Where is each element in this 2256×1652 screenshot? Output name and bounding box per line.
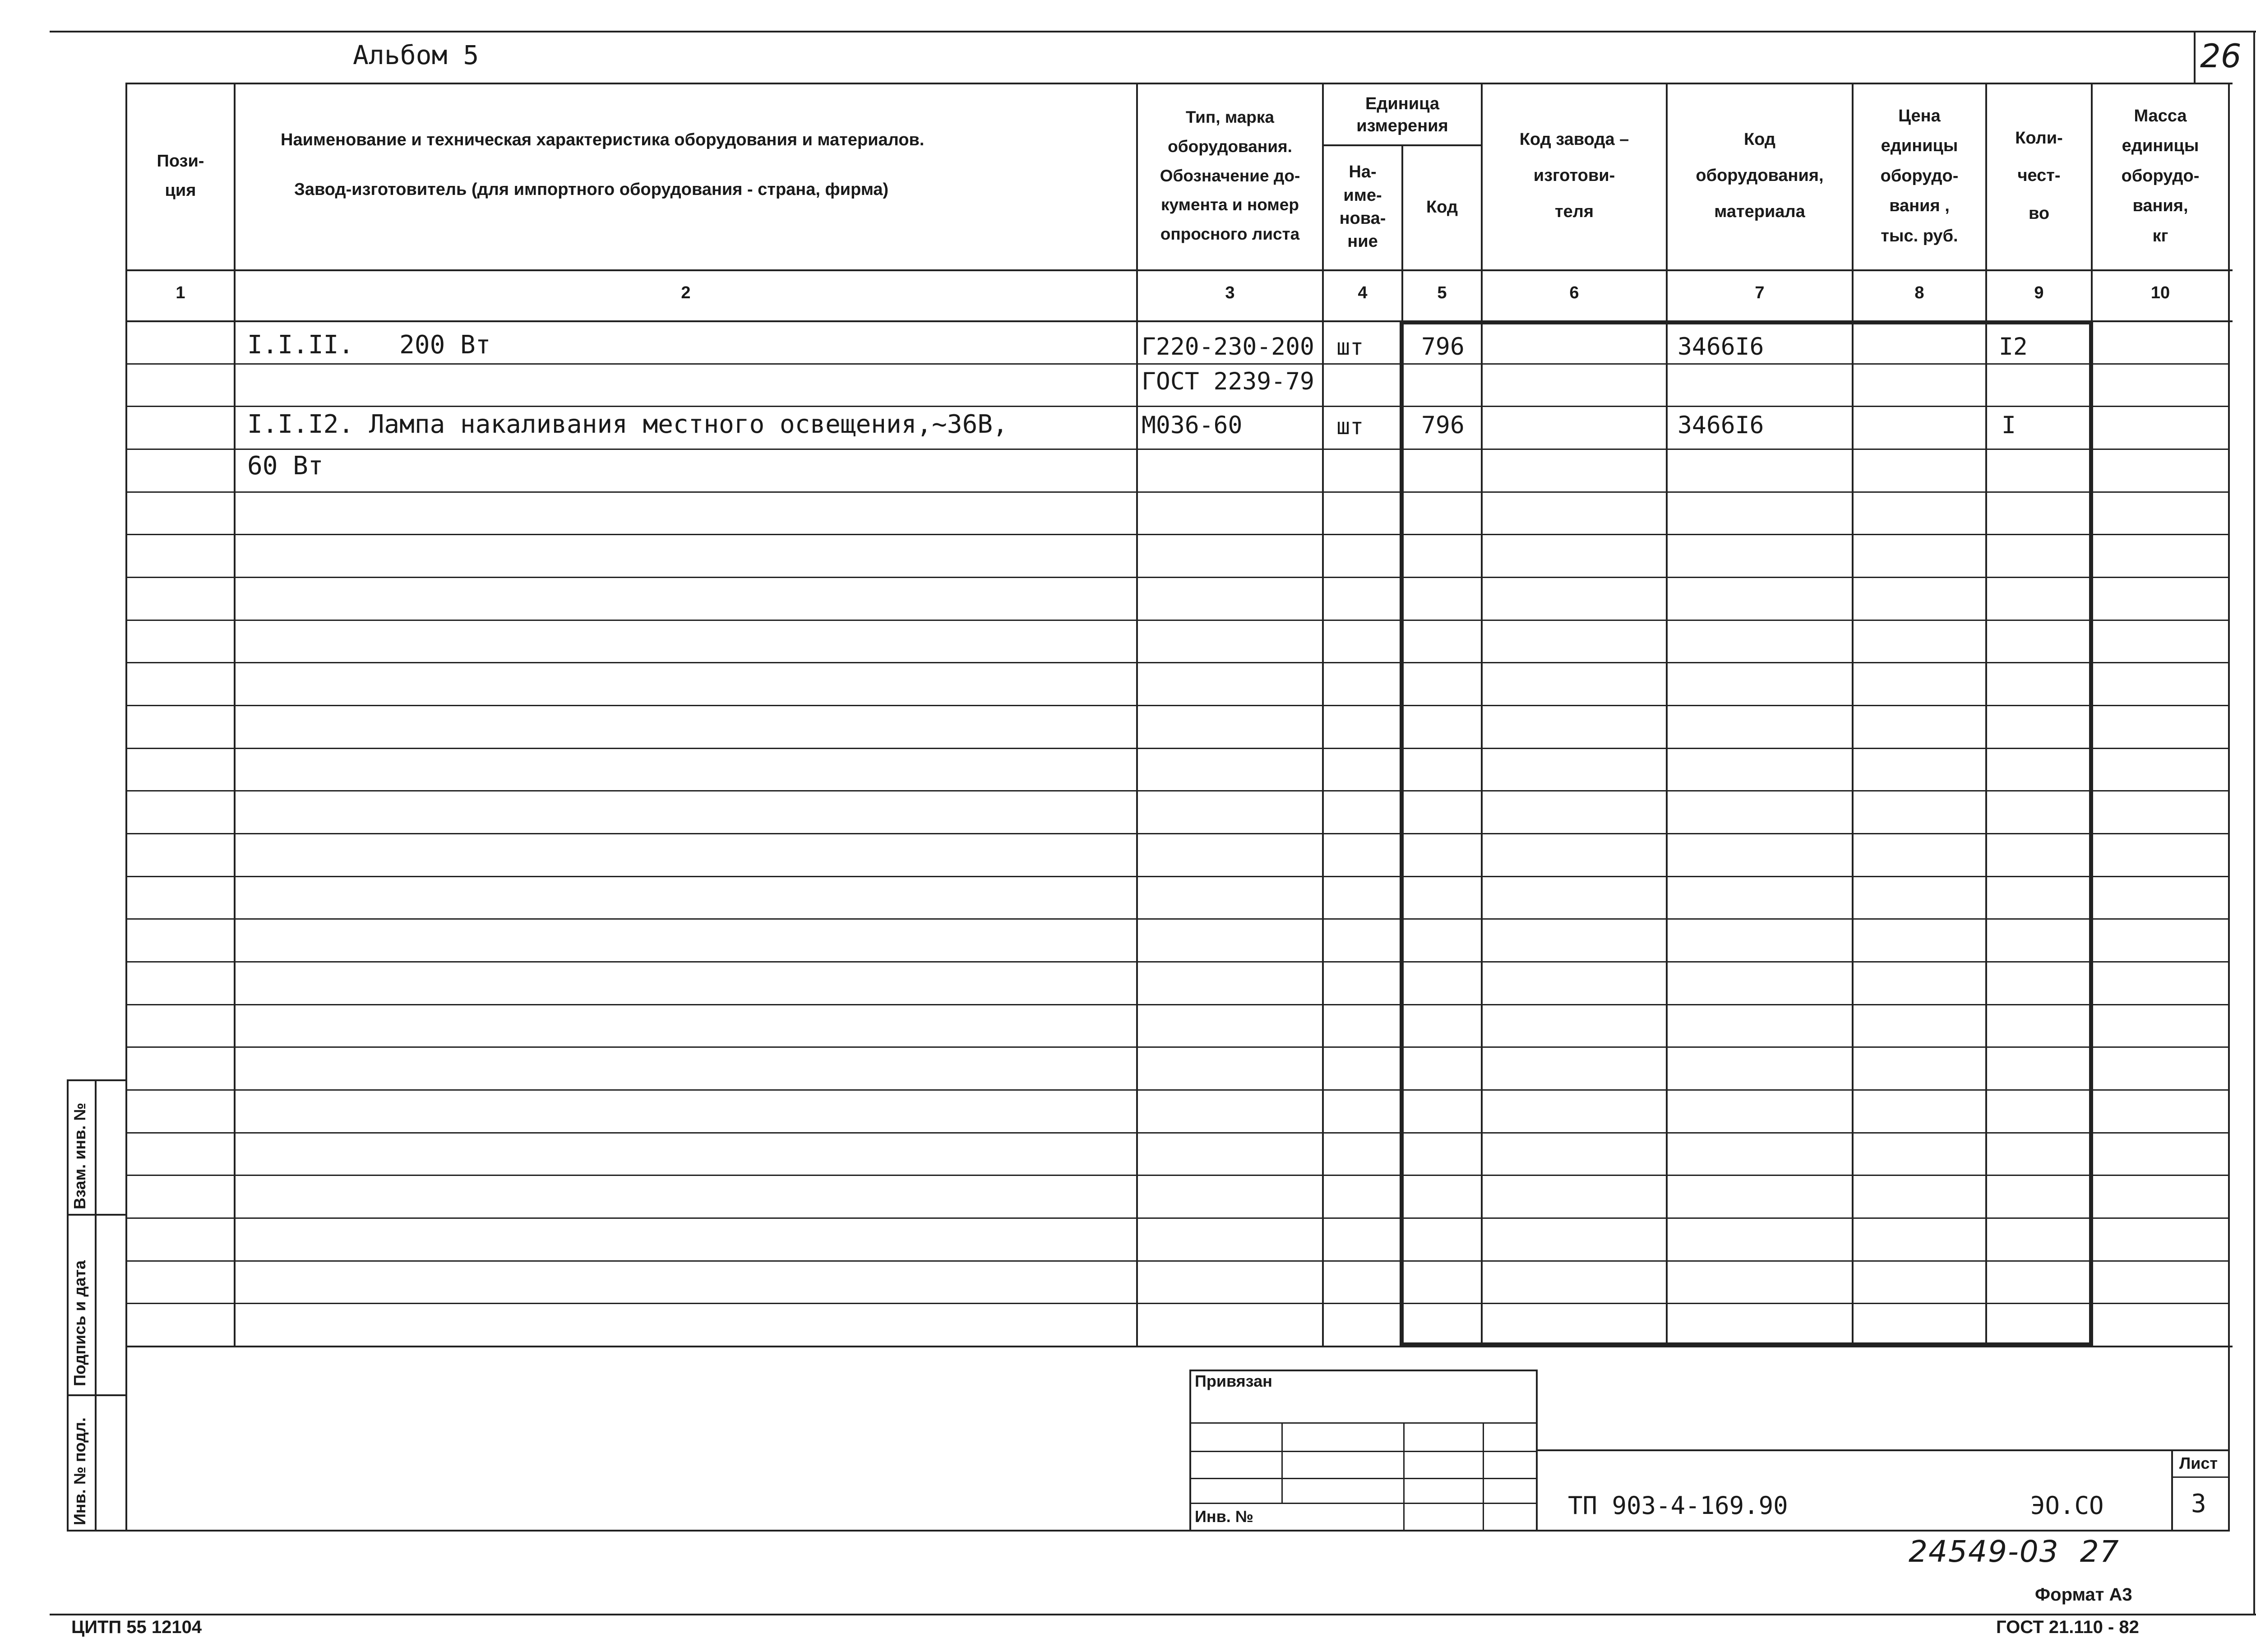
row-separator [125, 918, 2229, 920]
col-line-10 [2228, 83, 2230, 1531]
stamp-box-line3 [1189, 1478, 1537, 1479]
stamp-bottom [125, 1530, 2230, 1532]
row-4-name: 60 Вт [247, 451, 324, 481]
publisher-label: ЦИТП 55 12104 [71, 1617, 202, 1637]
frame-top [50, 31, 2256, 32]
row-separator [125, 491, 2229, 493]
colnum-9: 9 [2034, 283, 2044, 302]
side-label-inv-podl: Инв. № подл. [70, 1417, 89, 1525]
row-separator [125, 406, 2229, 407]
row-separator [125, 577, 2229, 578]
colnum-8: 8 [1914, 283, 1924, 302]
stamp-sheet-label: Лист [2179, 1454, 2218, 1472]
colnum-4: 4 [1358, 283, 1368, 302]
stamp-sheet-divider [2171, 1476, 2230, 1478]
header-equipment-code: Код оборудования, материала [1696, 130, 1824, 221]
row-separator [125, 1046, 2229, 1048]
side-strip-div2 [67, 1394, 126, 1396]
row-3-unit-code: 796 [1421, 412, 1465, 439]
album-title: Альбом 5 [353, 40, 479, 70]
col-line-8 [1985, 83, 1987, 1346]
side-strip-div1 [67, 1214, 126, 1216]
page-number-box-left [2194, 31, 2196, 84]
side-label-vzam: Взам. инв. № [70, 1102, 89, 1209]
row-1-unit-code: 796 [1421, 333, 1465, 361]
row-separator [125, 620, 2229, 621]
col-line-7 [1852, 83, 1854, 1346]
table-top-border [125, 83, 2233, 84]
row-1-unit: шт [1336, 334, 1364, 360]
row-separator [125, 1175, 2229, 1176]
col-line-3 [1322, 83, 1324, 1346]
row-separator [125, 1303, 2229, 1304]
format-label: Формат А3 [2035, 1585, 2132, 1605]
colnum-10: 10 [2150, 283, 2170, 302]
header-name-line1: Наименование и техническая характеристика оборудования и материалов. [281, 130, 925, 149]
col-line-2 [1136, 83, 1138, 1346]
colnum-6: 6 [1569, 283, 1579, 302]
colnum-1: 1 [176, 283, 185, 302]
stamp-box-line1 [1189, 1422, 1537, 1424]
stamp-sheet-left [2171, 1449, 2173, 1531]
side-strip-top [67, 1079, 126, 1081]
stamp-sheet-number: 3 [2191, 1489, 2206, 1518]
row-3-unit: шт [1336, 413, 1364, 440]
header-unit-code: Код [1426, 197, 1458, 217]
stamp-inv-no: Инв. № [1195, 1507, 1253, 1526]
header-quantity: Коли- чест- во [2015, 128, 2063, 223]
row-3-quantity: I [2002, 412, 2016, 439]
header-type: Тип, марка оборудования. Обозначение до- кумента и номер опросного листа [1160, 108, 1300, 244]
frame-right [2253, 31, 2255, 1615]
side-strip-bottom [67, 1530, 126, 1532]
row-separator [125, 833, 2229, 834]
col-line-6 [1666, 83, 1668, 1346]
bold-top [1400, 320, 2093, 324]
side-strip-mid [95, 1079, 97, 1531]
row-3-type: М036-60 [1142, 412, 1243, 439]
bold-bottom [1400, 1342, 2093, 1347]
row-1-name: I.I.II. 200 Вт [247, 330, 491, 360]
header-position: Пози- ция [157, 152, 204, 200]
row-1-quantity: I2 [1999, 333, 2028, 361]
row-separator [125, 1089, 2229, 1091]
row-separator [125, 1132, 2229, 1134]
row-separator [125, 1260, 2229, 1262]
stamp-box-line2 [1189, 1451, 1537, 1452]
colnum-3: 3 [1225, 283, 1235, 302]
stamp-box-left [1189, 1370, 1191, 1531]
col-line-5 [1481, 83, 1483, 1346]
row-separator [125, 961, 2229, 963]
header-price: Цена единицы оборудо- вания , тыс. руб. [1880, 106, 1959, 245]
colnum-5: 5 [1437, 283, 1447, 302]
row-2-type: ГОСТ 2239-79 [1142, 368, 1314, 395]
colnum-7: 7 [1755, 283, 1765, 302]
stamp-box-v3 [1483, 1422, 1484, 1531]
header-unit-group: Единица измерения [1356, 94, 1448, 135]
stamp-privyazan: Привязан [1195, 1372, 1272, 1390]
side-label-podpis: Подпись и дата [70, 1260, 89, 1386]
row-1-material-code: 3466I6 [1678, 333, 1764, 361]
page-number: 26 [2200, 37, 2242, 75]
row-3-name: I.I.I2. Лампа накаливания местного освещения,~36В, [247, 410, 1008, 439]
row-3-material-code: 3466I6 [1678, 412, 1764, 439]
row-separator [125, 534, 2229, 535]
frame-bottom [50, 1614, 2256, 1615]
side-strip-left [67, 1079, 69, 1531]
stamp-box-line4 [1189, 1503, 1537, 1504]
gost-label: ГОСТ 21.110 - 82 [1996, 1617, 2139, 1637]
row-separator [125, 1217, 2229, 1219]
row-separator [125, 790, 2229, 791]
row-separator [125, 449, 2229, 450]
stamp-box-top [1189, 1370, 1537, 1371]
stamp-box-v2 [1403, 1422, 1405, 1531]
row-separator [125, 1004, 2229, 1005]
row-separator [125, 748, 2229, 749]
row-separator [125, 705, 2229, 706]
col-line-1 [234, 83, 236, 1346]
row-separator [125, 662, 2229, 663]
header-mass: Масса единицы оборудо- вания, кг [2121, 106, 2200, 245]
stamp-section: ЭО.СО [2030, 1491, 2104, 1520]
header-unit-name: На- име- нова- ние [1339, 162, 1386, 251]
colnum-2: 2 [681, 283, 691, 302]
stamp-main-top [1536, 1449, 2230, 1451]
header-name-line2: Завод-изготовитель (для импортного оборудования - страна, фирма) [294, 180, 889, 199]
row-separator [125, 876, 2229, 877]
row-separator [125, 363, 2229, 365]
stamp-doc-code: ТП 903-4-169.90 [1568, 1491, 1788, 1520]
row-1-type: Г220-230-200 [1142, 333, 1314, 361]
stamp-box-v1 [1281, 1422, 1283, 1504]
handwritten-number: 24549-03 27 [1909, 1534, 2120, 1569]
header-factory-code: Код завода – изготови- теля [1519, 130, 1629, 221]
header-bottom-border [125, 269, 2233, 271]
